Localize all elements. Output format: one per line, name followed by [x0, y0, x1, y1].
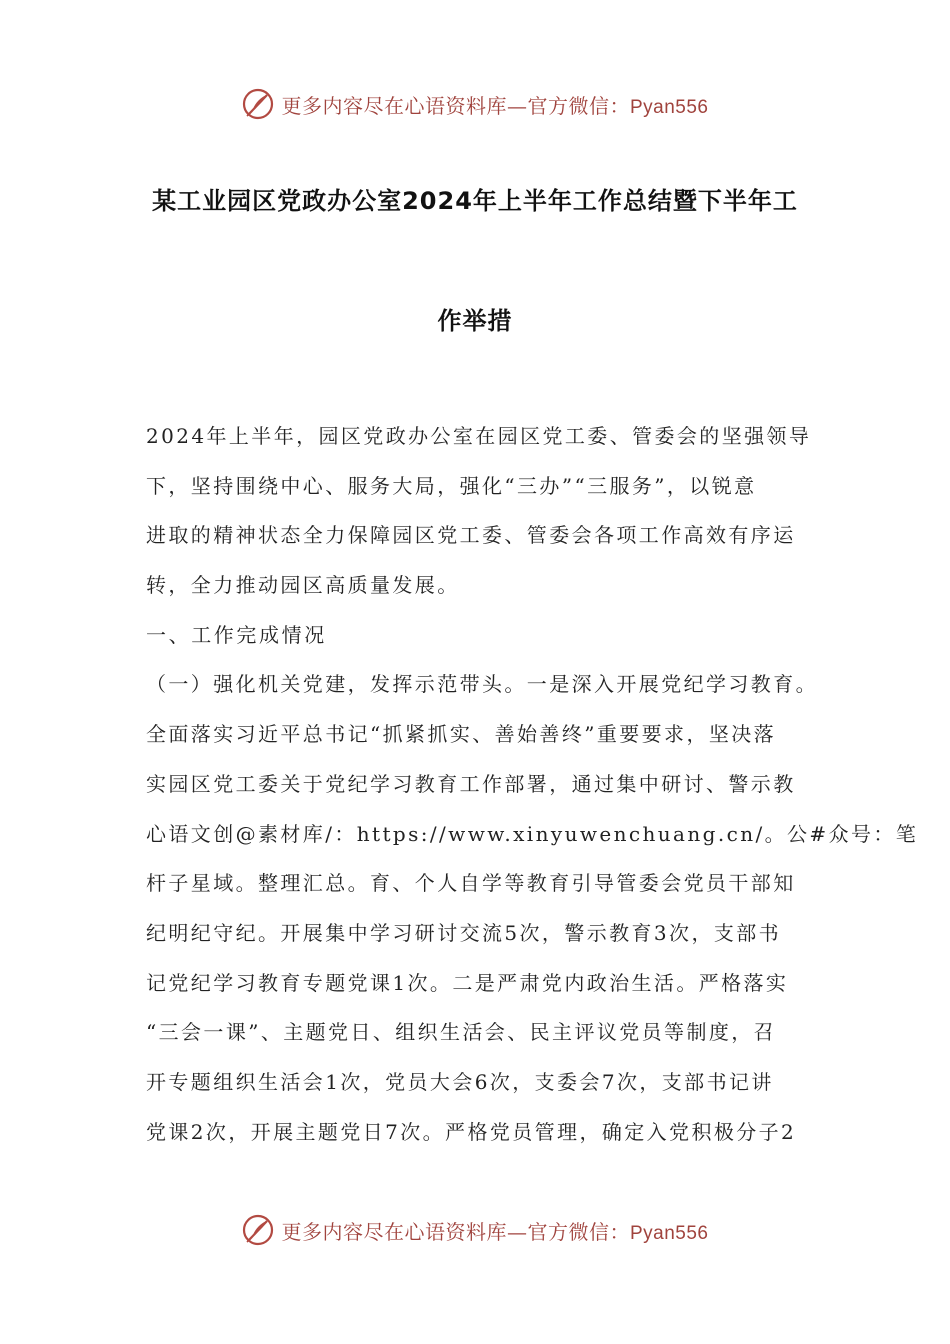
- quill-logo-icon: [241, 1213, 275, 1247]
- body-line: 转，全力推动园区高质量发展。: [146, 573, 460, 598]
- body-line: 实园区党工委关于党纪学习教育工作部署，通过集中研讨、警示教: [146, 771, 796, 796]
- body-line: 心语文创@素材库/：https://www.xinyuwenchuang.cn/。公#众号：笔: [146, 821, 919, 846]
- body-line: 杆子星域。整理汇总。育、个人自学等教育引导管委会党员干部知: [146, 871, 796, 896]
- watermark-banner-bottom: [0, 1210, 950, 1250]
- body-line: （一）强化机关党建，发挥示范带头。一是深入开展党纪学习教育。: [146, 672, 818, 697]
- watermark-separator: —: [506, 93, 528, 118]
- watermark-official: 官方微信：: [527, 93, 630, 118]
- body-line: 开专题组织生活会1次，党员大会6次，支委会7次，支部书记讲: [146, 1069, 774, 1094]
- body-line: 进取的精神状态全力保障园区党工委、管委会各项工作高效有序运: [146, 523, 796, 548]
- body-line: 纪明纪守纪。开展集中学习研讨交流5次，警示教育3次，支部书: [146, 920, 782, 945]
- body-line: 党课2次，开展主题党日7次。严格党员管理，确定入党积极分子2: [146, 1119, 797, 1144]
- watermark-separator: —: [506, 1219, 528, 1244]
- body-line: 记党纪学习教育专题党课1次。二是严肃党内政治生活。严格落实: [146, 970, 789, 995]
- watermark-wechat-id: Pyan556: [629, 1222, 709, 1244]
- watermark-wechat-id: Pyan556: [629, 96, 709, 118]
- watermark-main: 更多内容尽在心语资料库: [281, 1219, 507, 1244]
- quill-logo-icon: [241, 87, 275, 121]
- document-body: [146, 412, 919, 1157]
- document-title-line-1: 某工业园区党政办公室2024年上半年工作总结暨下半年工: [152, 187, 798, 215]
- watermark-main: 更多内容尽在心语资料库: [281, 93, 507, 118]
- section-heading: 一、工作完成情况: [146, 622, 327, 647]
- body-line: 2024年上半年，园区党政办公室在园区党工委、管委会的坚强领导: [146, 424, 812, 448]
- body-line: 全面落实习近平总书记“抓紧抓实、善始善终”重要要求，坚决落: [146, 722, 777, 747]
- body-line: “三会一课”、主题党日、组织生活会、民主评议党员等制度，召: [146, 1020, 777, 1045]
- document-title-line-2: 作举措: [437, 307, 513, 335]
- watermark-text: [281, 90, 708, 119]
- watermark-text: [281, 1216, 708, 1245]
- watermark-banner-top: [0, 84, 950, 124]
- body-line: 下，坚持围绕中心、服务大局，强化“三办”“三服务”，以锐意: [146, 473, 757, 498]
- watermark-official: 官方微信：: [527, 1219, 630, 1244]
